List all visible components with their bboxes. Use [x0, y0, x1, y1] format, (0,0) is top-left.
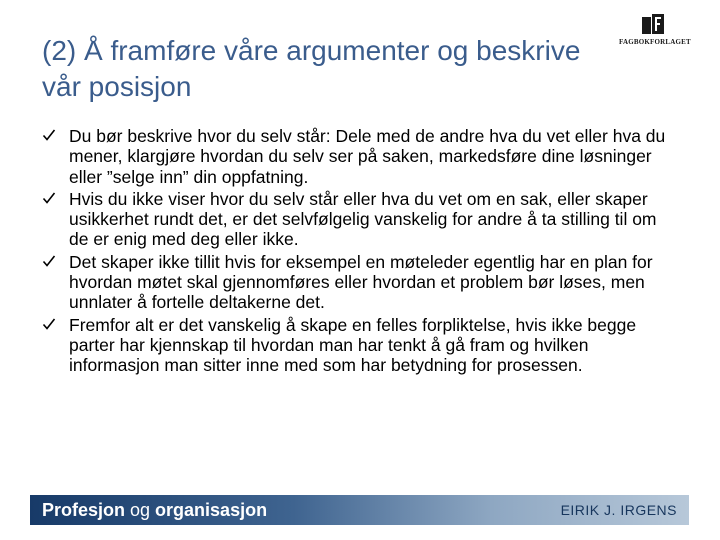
list-item	[40, 252, 680, 313]
bullet-list	[40, 126, 680, 378]
footer-author: EIRIK J. IRGENS	[560, 502, 677, 518]
bullet-text: Hvis du ikke viser hvor du selv står eller hva du vet om en sak, eller skaper usikkerhet rundt det, er det selvfølgelig vanskelig for andre å ta stilling til om de er enig med deg eller ikke.	[69, 188, 657, 250]
publisher-logo	[619, 14, 691, 50]
checkmark-icon	[42, 191, 56, 205]
list-item	[40, 126, 680, 187]
footer-title-part1: Profesjon	[42, 500, 126, 520]
footer-bar	[30, 495, 689, 525]
list-item	[40, 189, 680, 250]
bullet-text: Fremfor alt er det vanskelig å skape en felles forpliktelse, hvis ikke begge parter har kjennskap til hvordan man har tenkt å gå fram og hvilken informasjon man sitter inne med som har betydning for prosessen.	[69, 314, 637, 376]
logo-text: FAGBOKFORLAGET	[619, 38, 691, 46]
bullet-text: Du bør beskrive hvor du selv står: Dele med de andre hva du vet eller hva du mener, klargjøre hvordan du selv ser på saken, markedsføre dine løsninger eller ”selge inn” din oppfatning.	[69, 126, 666, 187]
checkmark-icon	[42, 254, 56, 268]
footer-title-part2: og	[125, 500, 156, 520]
footer-title-part3: organisasjon	[155, 500, 268, 520]
book-icon	[641, 14, 665, 36]
bullet-text: Det skaper ikke tillit hvis for eksempel en møteleder egentlig har en plan for hvordan møtet skal gjennomføres eller hvordan et problem bør løses, men unnlater å fortelle deltakerne det.	[69, 251, 653, 313]
list-item	[40, 315, 680, 376]
checkmark-icon	[42, 128, 56, 142]
footer-title	[42, 499, 267, 521]
checkmark-icon	[42, 317, 56, 331]
slide-title: (2) Å framføre våre argumenter og beskrive vår posisjon	[42, 35, 581, 102]
